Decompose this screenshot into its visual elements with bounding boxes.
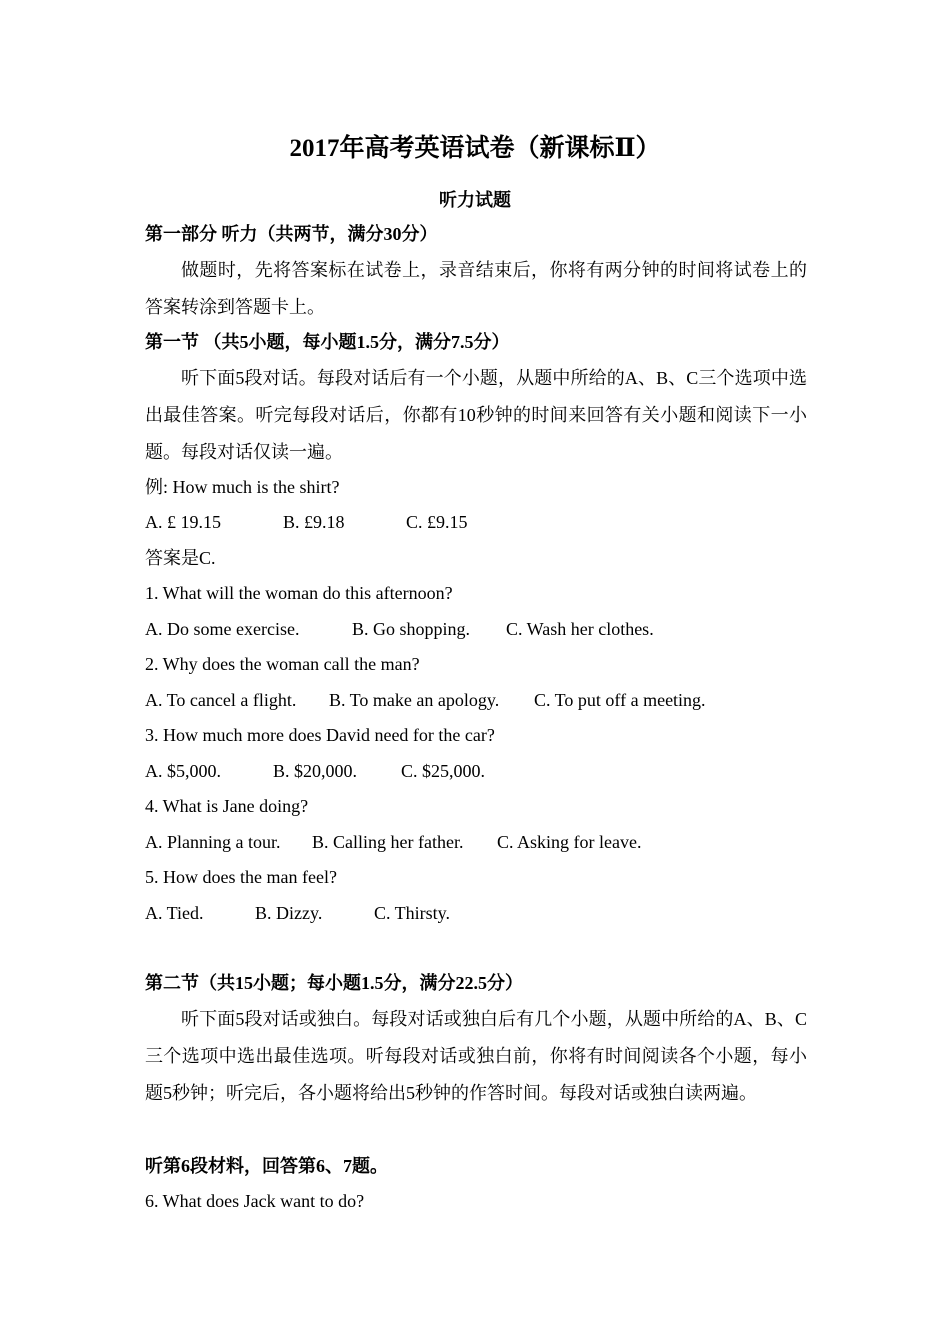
example-option-b: B. £9.18 — [283, 512, 345, 532]
q2-option-c: C. To put off a meeting. — [534, 690, 706, 710]
q5-option-c: C. Thirsty. — [374, 903, 451, 923]
example-question: 例: How much is the shirt? — [145, 477, 340, 497]
section2-heading: 第二节（共15小题；每小题1.5分，满分22.5分） — [145, 973, 523, 993]
question-2-options — [145, 689, 706, 711]
example-options — [145, 511, 468, 533]
q1-option-a: A. Do some exercise. — [145, 619, 300, 639]
document-title: 2017年高考英语试卷（新课标Ⅱ） — [289, 135, 661, 162]
question-2: 2. Why does the woman call the man? — [145, 654, 420, 674]
question-4: 4. What is Jane doing? — [145, 796, 309, 816]
question-5-options — [145, 902, 450, 924]
question-1-options — [145, 618, 654, 640]
question-3-options — [145, 760, 485, 782]
document-subtitle: 听力试题 — [439, 190, 511, 210]
example-option-c: C. £9.15 — [406, 512, 468, 532]
question-3: 3. How much more does David need for the car? — [145, 725, 495, 745]
q2-option-a: A. To cancel a flight. — [145, 690, 297, 710]
q3-option-c: C. $25,000. — [401, 761, 486, 781]
section1-instruction: 听下面5段对话。每段对话后有一个小题，从题中所给的A、B、C三个选项中选出最佳答案。听完每段对话后，你都有10秒钟的时间来回答有关小题和阅读下一小题。每段对话仅读一遍。 — [145, 368, 807, 462]
q1-option-c: C. Wash her clothes. — [506, 619, 654, 639]
q1-option-b: B. Go shopping. — [352, 619, 471, 639]
part1-heading: 第一部分 听力（共两节，满分30分） — [145, 224, 438, 244]
q4-option-b: B. Calling her father. — [312, 832, 464, 852]
q4-option-a: A. Planning a tour. — [145, 832, 281, 852]
question-4-options — [145, 831, 641, 853]
material6-heading: 听第6段材料，回答第6、7题。 — [145, 1156, 388, 1176]
question-6: 6. What does Jack want to do? — [145, 1191, 365, 1211]
q4-option-c: C. Asking for leave. — [497, 832, 642, 852]
example-answer: 答案是C. — [145, 548, 216, 568]
example-option-a: A. £ 19.15 — [145, 512, 221, 532]
q2-option-b: B. To make an apology. — [329, 690, 500, 710]
question-5: 5. How does the man feel? — [145, 867, 337, 887]
section1-heading: 第一节 （共5小题，每小题1.5分，满分7.5分） — [145, 332, 510, 352]
q3-option-a: A. $5,000. — [145, 761, 221, 781]
question-1: 1. What will the woman do this afternoon? — [145, 583, 453, 603]
q5-option-a: A. Tied. — [145, 903, 204, 923]
part1-instruction: 做题时，先将答案标在试卷上，录音结束后，你将有两分钟的时间将试卷上的答案转涂到答题卡上。 — [145, 260, 807, 317]
q5-option-b: B. Dizzy. — [255, 903, 323, 923]
section2-instruction: 听下面5段对话或独白。每段对话或独白后有几个小题，从题中所给的A、B、C三个选项中选出最佳选项。听每段对话或独白前，你将有时间阅读各个小题，每小题5秒钟；听完后，各小题将给出5秒钟的作答时间。每段对话或独白读两遍。 — [145, 1009, 807, 1103]
q3-option-b: B. $20,000. — [273, 761, 358, 781]
